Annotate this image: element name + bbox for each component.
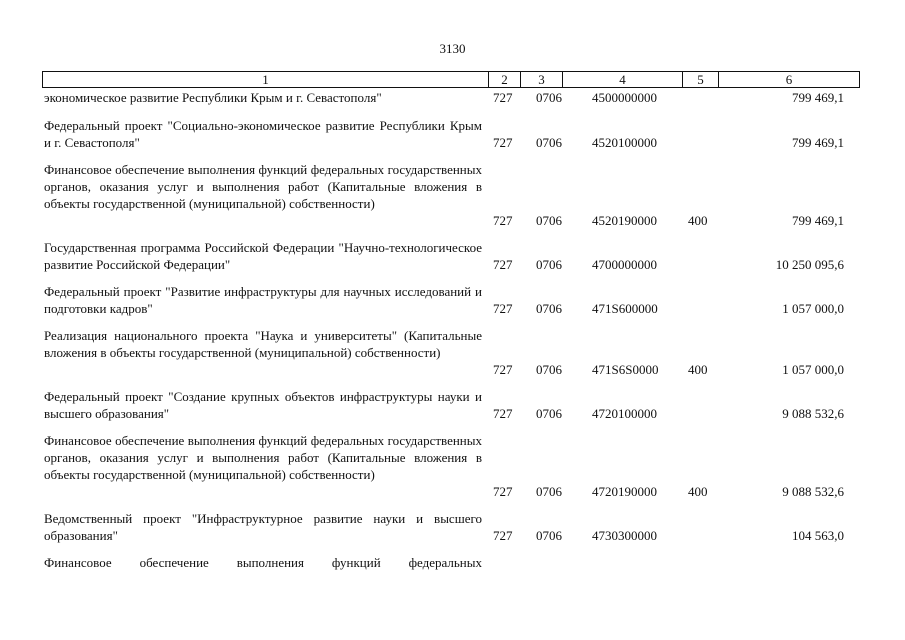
row-col2: 727	[493, 301, 513, 316]
row-col3: 0706	[536, 484, 562, 499]
column-header-2: 2	[489, 72, 521, 87]
table-row	[44, 554, 844, 571]
row-col3: 0706	[536, 301, 562, 316]
row-col2: 727	[493, 362, 513, 377]
table-row	[44, 239, 844, 273]
row-col3: 0706	[536, 406, 562, 421]
row-name: Федеральный проект "Создание крупных объектов инфраструктуры науки и высшего образования"	[44, 389, 482, 421]
row-col5: 400	[688, 213, 708, 228]
column-header-1: 1	[43, 72, 489, 87]
row-col4: 4730300000	[592, 528, 657, 543]
column-header-5: 5	[683, 72, 719, 87]
column-header-3: 3	[521, 72, 563, 87]
row-col3: 0706	[536, 90, 562, 105]
row-name: Федеральный проект "Социально-экономическое развитие Республики Крым и г. Севастополя"	[44, 118, 482, 150]
row-name: Государственная программа Российской Федерации "Научно-технологическое развитие Российской Федерации"	[44, 240, 482, 272]
row-col4: 4700000000	[592, 257, 657, 272]
row-name: Ведомственный проект "Инфраструктурное развитие науки и высшего образования"	[44, 511, 482, 543]
row-col2: 727	[493, 213, 513, 228]
table-row	[44, 327, 844, 378]
table-row	[44, 89, 844, 106]
table-row	[44, 117, 844, 151]
row-col2: 727	[493, 90, 513, 105]
row-col3: 0706	[536, 135, 562, 150]
row-col5: 400	[688, 362, 708, 377]
row-col6: 1 057 000,0	[782, 301, 844, 316]
row-col6: 799 469,1	[792, 90, 844, 105]
row-col4: 4500000000	[592, 90, 657, 105]
row-col3: 0706	[536, 528, 562, 543]
row-col3: 0706	[536, 257, 562, 272]
row-col3: 0706	[536, 213, 562, 228]
table-row	[44, 388, 844, 422]
table-row	[44, 161, 844, 229]
row-col2: 727	[493, 528, 513, 543]
row-name: Финансовое обеспечение выполнения функций федеральных государственных органов, оказания услуг и выполнения работ (Капитальные вложения в объекты государственной (муниципальной) собственности)	[44, 162, 482, 211]
row-col4: 4520100000	[592, 135, 657, 150]
row-name: Реализация национального проекта "Наука и университеты" (Капитальные вложения в объекты государственной (муниципальной) собственности)	[44, 328, 482, 360]
row-col4: 471S6S0000	[592, 362, 659, 377]
column-header-6: 6	[719, 72, 860, 87]
row-col6: 10 250 095,6	[775, 257, 844, 272]
row-name: Финансовое обеспечение выполнения функций федеральных	[44, 555, 482, 570]
row-col2: 727	[493, 406, 513, 421]
row-name: Финансовое обеспечение выполнения функций федеральных государственных органов, оказания услуг и выполнения работ (Капитальные вложения в объекты государственной (муниципальной) собственности)	[44, 433, 482, 482]
table-row	[44, 510, 844, 544]
row-col6: 799 469,1	[792, 135, 844, 150]
row-name: экономическое развитие Республики Крым и г. Севастополя"	[44, 90, 382, 105]
row-col3: 0706	[536, 362, 562, 377]
page-number: 3130	[439, 41, 466, 56]
column-header-4: 4	[563, 72, 683, 87]
table-row	[44, 283, 844, 317]
row-col4: 4720100000	[592, 406, 657, 421]
row-col6: 9 088 532,6	[782, 484, 844, 499]
table-row	[44, 432, 844, 500]
row-col6: 9 088 532,6	[782, 406, 844, 421]
row-col6: 799 469,1	[792, 213, 844, 228]
row-col2: 727	[493, 135, 513, 150]
row-name: Федеральный проект "Развитие инфраструктуры для научных исследований и подготовки кадров"	[44, 284, 482, 316]
table-header	[42, 71, 860, 88]
row-col4: 4720190000	[592, 484, 657, 499]
row-col5: 400	[688, 484, 708, 499]
row-col2: 727	[493, 484, 513, 499]
row-col4: 471S600000	[592, 301, 658, 316]
row-col6: 1 057 000,0	[782, 362, 844, 377]
row-col4: 4520190000	[592, 213, 657, 228]
row-col6: 104 563,0	[792, 528, 844, 543]
row-col2: 727	[493, 257, 513, 272]
